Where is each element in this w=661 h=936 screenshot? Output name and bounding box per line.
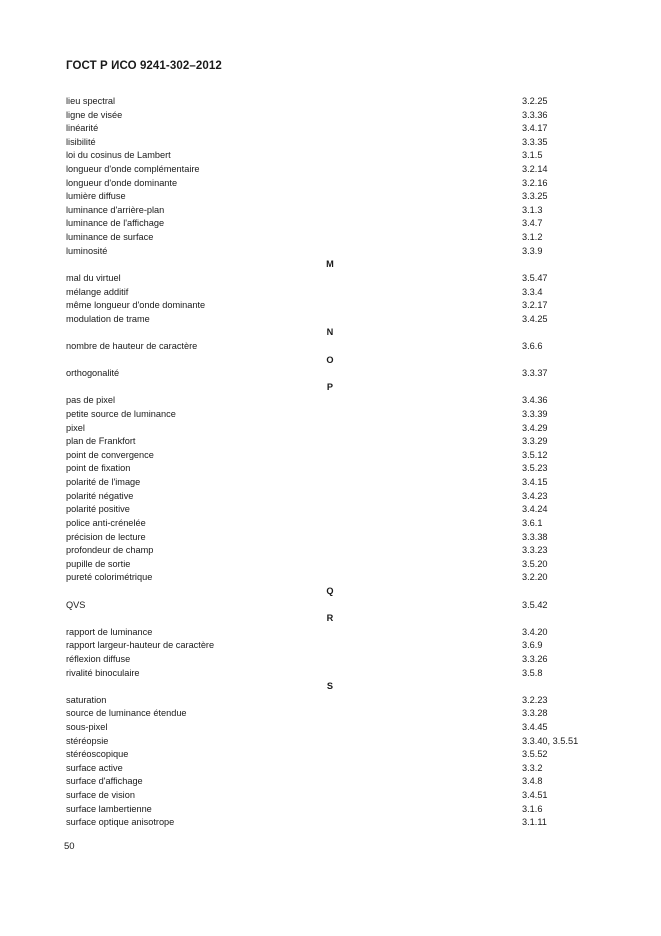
index-reference: 3.2.14 (522, 164, 548, 175)
section-letter-row (66, 258, 591, 272)
index-term: lumière diffuse (66, 191, 126, 202)
section-letter: P (326, 381, 334, 392)
index-term: réflexion diffuse (66, 653, 131, 664)
index-reference: 3.5.12 (522, 449, 548, 460)
index-reference: 3.4.7 (522, 218, 543, 229)
index-entry (66, 599, 591, 613)
section-letter: Q (326, 585, 334, 596)
index-term: précision de lecture (66, 531, 146, 542)
index-term: lieu spectral (66, 96, 116, 106)
index-entry (66, 789, 591, 803)
index-reference: 3.3.35 (522, 136, 548, 147)
index-entry (66, 435, 591, 449)
index-reference: 3.4.24 (522, 504, 548, 515)
index-reference: 3.3.25 (522, 191, 548, 202)
index-reference: 3.3.2 (522, 762, 543, 773)
index-reference: 3.2.17 (522, 300, 548, 311)
index-entry (66, 122, 591, 136)
index-term: pureté colorimétrique (66, 572, 153, 583)
index-reference: 3.5.8 (522, 667, 543, 678)
index-entry (66, 803, 591, 817)
index-reference: 3.3.26 (522, 653, 548, 664)
index-term: longueur d'onde dominante (66, 177, 178, 188)
index-term: longueur d'onde complémentaire (66, 164, 200, 175)
index-entry (66, 571, 591, 585)
index-entry (66, 775, 591, 789)
index-entry (66, 558, 591, 572)
index-entry (66, 721, 591, 735)
index-entry (66, 313, 591, 327)
index-reference: 3.6.1 (522, 517, 543, 528)
index-entry (66, 748, 591, 762)
index-term: sous-pixel (66, 722, 108, 733)
index-entry (66, 626, 591, 640)
index-reference: 3.3.4 (522, 286, 543, 297)
index-term: pas de pixel (66, 395, 116, 406)
index-reference: 3.3.37 (522, 368, 548, 379)
index-reference: 3.1.6 (522, 803, 543, 814)
index-term: polarité négative (66, 490, 134, 501)
index-reference: 3.4.25 (522, 313, 548, 324)
index-term: mal du virtuel (66, 272, 121, 283)
index-term: modulation de trame (66, 313, 150, 324)
index-term: point de convergence (66, 449, 154, 460)
index-reference: 3.4.29 (522, 422, 548, 433)
index-term: QVS (66, 599, 86, 610)
section-letter-row (66, 354, 591, 368)
index-entry (66, 476, 591, 490)
section-letter-row (66, 326, 591, 340)
index-term: saturation (66, 694, 107, 705)
index-entry (66, 408, 591, 422)
index-entry (66, 449, 591, 463)
index-term: surface lambertienne (66, 803, 152, 814)
index-term: stéréoscopique (66, 749, 129, 760)
index-term: luminance de surface (66, 232, 154, 243)
section-letter-row (66, 680, 591, 694)
index-term: polarité positive (66, 504, 130, 515)
index-reference: 3.1.3 (522, 204, 543, 215)
index-entry (66, 217, 591, 231)
index-reference: 3.4.17 (522, 123, 548, 134)
index-term: linéarité (66, 123, 99, 134)
index-reference: 3.2.25 (522, 96, 548, 106)
index-term: polarité de l'image (66, 477, 141, 488)
index-entry (66, 272, 591, 286)
index-reference: 3.5.52 (522, 749, 548, 760)
index-term: plan de Frankfort (66, 436, 136, 447)
index-term: nombre de hauteur de caractère (66, 340, 198, 351)
index-entry (66, 639, 591, 653)
index-term: lisibilité (66, 136, 96, 147)
index-term: luminosité (66, 245, 108, 256)
index-entry (66, 231, 591, 245)
index-reference: 3.3.36 (522, 109, 548, 120)
page-number: 50 (64, 841, 75, 852)
index-entry (66, 149, 591, 163)
index-term: police anti-crénelée (66, 517, 146, 528)
index-entry (66, 286, 591, 300)
index-entry (66, 422, 591, 436)
index-term: surface de vision (66, 790, 135, 801)
index-term: surface d'affichage (66, 776, 143, 787)
index-entry (66, 490, 591, 504)
index-term: petite source de luminance (66, 409, 176, 420)
section-letter: N (326, 327, 334, 338)
section-letter-row (66, 381, 591, 395)
index-reference: 3.3.28 (522, 708, 548, 719)
index-entry (66, 95, 591, 109)
index-entry (66, 299, 591, 313)
index-term: loi du cosinus de Lambert (66, 150, 171, 161)
index-entry (66, 109, 591, 123)
index-reference: 3.1.2 (522, 232, 543, 243)
index-reference: 3.2.20 (522, 572, 548, 583)
index-term: pupille de sortie (66, 558, 131, 569)
index-entry (66, 163, 591, 177)
index-term: ligne de visée (66, 109, 123, 120)
index-reference: 3.4.8 (522, 776, 543, 787)
index-term: orthogonalité (66, 368, 120, 379)
index-reference: 3.4.15 (522, 477, 548, 488)
index-reference: 3.6.9 (522, 640, 543, 651)
index-reference: 3.5.47 (522, 272, 548, 283)
index-reference: 3.4.45 (522, 722, 548, 733)
index-entry (66, 517, 591, 531)
index-entry (66, 707, 591, 721)
index-reference: 3.4.23 (522, 490, 548, 501)
index-term: luminance de l'affichage (66, 218, 165, 229)
index-entry (66, 190, 591, 204)
index-entry (66, 503, 591, 517)
index-term: pixel (66, 422, 85, 433)
index-term: même longueur d'onde dominante (66, 300, 206, 311)
index-reference: 3.3.29 (522, 436, 548, 447)
index-term: surface optique anisotrope (66, 817, 175, 828)
index-reference: 3.3.38 (522, 531, 548, 542)
term-index (66, 95, 591, 830)
index-entry (66, 367, 591, 381)
index-reference: 3.5.20 (522, 558, 548, 569)
index-term: stéréopsie (66, 735, 109, 746)
index-reference: 3.3.23 (522, 545, 548, 556)
section-letter-row (66, 585, 591, 599)
index-reference: 3.5.42 (522, 599, 548, 610)
index-reference: 3.2.16 (522, 177, 548, 188)
section-letter: O (326, 354, 334, 365)
index-entry (66, 735, 591, 749)
index-term: rapport de luminance (66, 626, 153, 637)
section-letter: M (326, 259, 334, 270)
section-letter-row (66, 612, 591, 626)
index-term: profondeur de champ (66, 545, 154, 556)
index-term: luminance d'arrière-plan (66, 204, 165, 215)
index-reference: 3.2.23 (522, 694, 548, 705)
index-entry (66, 694, 591, 708)
index-reference: 3.3.9 (522, 245, 543, 256)
index-entry (66, 204, 591, 218)
index-reference: 3.3.40, 3.5.51 (522, 735, 579, 746)
index-term: surface active (66, 762, 123, 773)
section-letter: R (326, 613, 334, 624)
index-entry (66, 177, 591, 191)
index-term: rapport largeur-hauteur de caractère (66, 640, 215, 651)
index-entry (66, 762, 591, 776)
index-entry (66, 653, 591, 667)
index-entry (66, 462, 591, 476)
index-reference: 3.5.23 (522, 463, 548, 474)
index-term: source de luminance étendue (66, 708, 187, 719)
index-reference: 3.6.6 (522, 340, 543, 351)
index-entry (66, 394, 591, 408)
index-entry (66, 667, 591, 681)
index-entry (66, 340, 591, 354)
index-entry (66, 816, 591, 830)
index-term: rivalité binoculaire (66, 667, 140, 678)
index-reference: 3.1.5 (522, 150, 543, 161)
index-reference: 3.4.36 (522, 395, 548, 406)
index-entry (66, 245, 591, 259)
index-reference: 3.4.20 (522, 626, 548, 637)
index-term: point de fixation (66, 463, 131, 474)
index-entry (66, 136, 591, 150)
section-letter: S (326, 681, 334, 692)
index-term: mélange additif (66, 286, 129, 297)
index-reference: 3.1.11 (522, 817, 547, 828)
index-entry (66, 531, 591, 545)
index-reference: 3.3.39 (522, 409, 548, 420)
document-header: ГОСТ Р ИСО 9241-302–2012 (66, 60, 222, 72)
index-reference: 3.4.51 (522, 790, 548, 801)
index-entry (66, 544, 591, 558)
